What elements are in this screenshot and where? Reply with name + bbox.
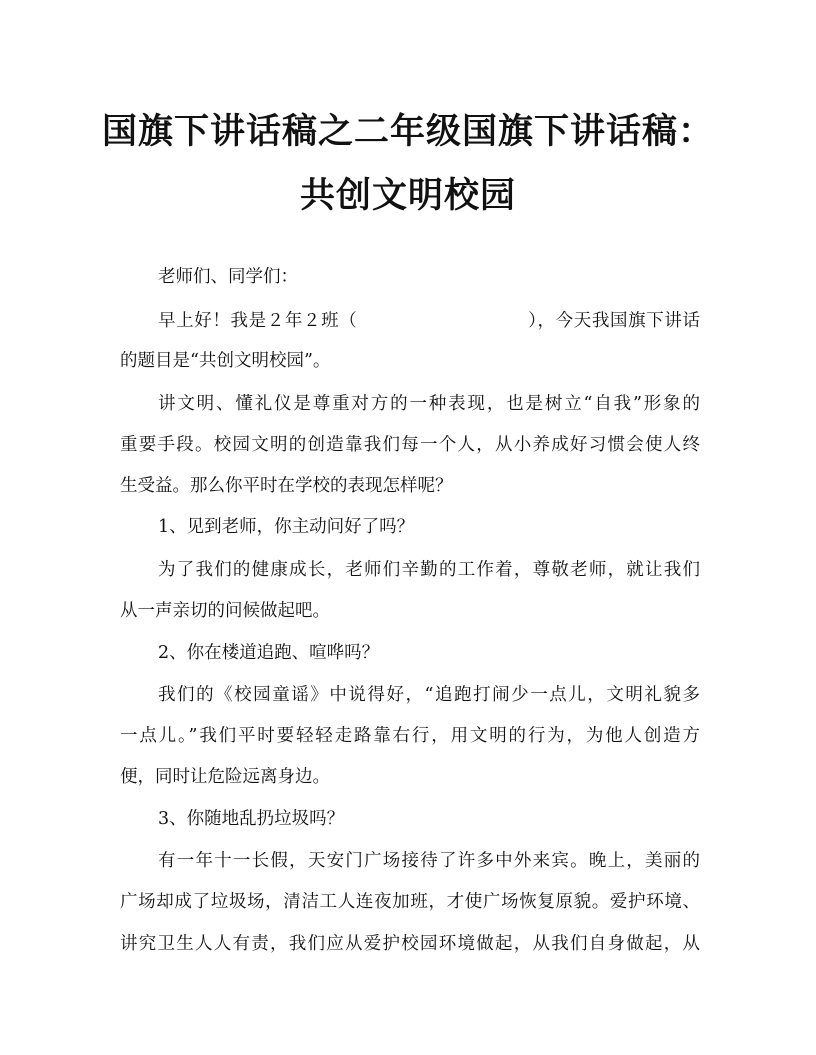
paragraph-line: 讲究卫生人人有责，我们应从爱护校园环境做起，从我们自身做起，从	[120, 934, 700, 954]
paragraph-text: 早上好！我是２年２班（	[158, 311, 358, 331]
paragraph-line: 重要手段。校园文明的创造靠我们每一个人，从小养成好习惯会使人终	[120, 435, 700, 455]
question-3: 3、你随地乱扔垃圾吗？	[158, 809, 345, 829]
paragraph-line: 有一年十一长假，天安门广场接待了许多中外来宾。晚上，美丽的	[158, 851, 700, 871]
question-2: 2、你在楼道追跑、喧哗吗？	[158, 643, 380, 663]
paragraph-line: 我们的《校园童谣》中说得好，“追跑打闹少一点儿，文明礼貌多	[158, 685, 700, 705]
paragraph-text: ），今天我国旗下讲话	[527, 311, 701, 331]
paragraph-line: 从一声亲切的问候做起吧。	[120, 601, 330, 621]
question-1: 1、见到老师，你主动问好了吗？	[158, 517, 415, 537]
paragraph-line	[158, 313, 700, 331]
greeting: 老师们、同学们：	[158, 267, 298, 287]
paragraph-line: 为了我们的健康成长，老师们辛勤的工作着，尊敬老师，就让我们	[158, 560, 700, 580]
document-title-line-2: 共创文明校园	[299, 175, 516, 216]
paragraph-line: 便，同时让危险远离身边。	[120, 767, 330, 787]
paragraph-line: 讲文明、懂礼仪是尊重对方的一种表现，也是树立“自我”形象的	[158, 394, 700, 414]
paragraph-line: 的题目是“共创文明校园”。	[120, 351, 331, 371]
paragraph-line: 广场却成了垃圾场，清洁工人连夜加班，才使广场恢复原貌。爱护环境、	[120, 892, 700, 912]
paragraph-line: 一点儿。”我们平时要轻轻走路靠右行，用文明的行为，为他人创造方	[120, 726, 700, 746]
document-title-line-1: 国旗下讲话稿之二年级国旗下讲话稿：	[101, 111, 714, 152]
paragraph-line: 生受益。那么你平时在学校的表现怎样呢？	[120, 476, 453, 496]
